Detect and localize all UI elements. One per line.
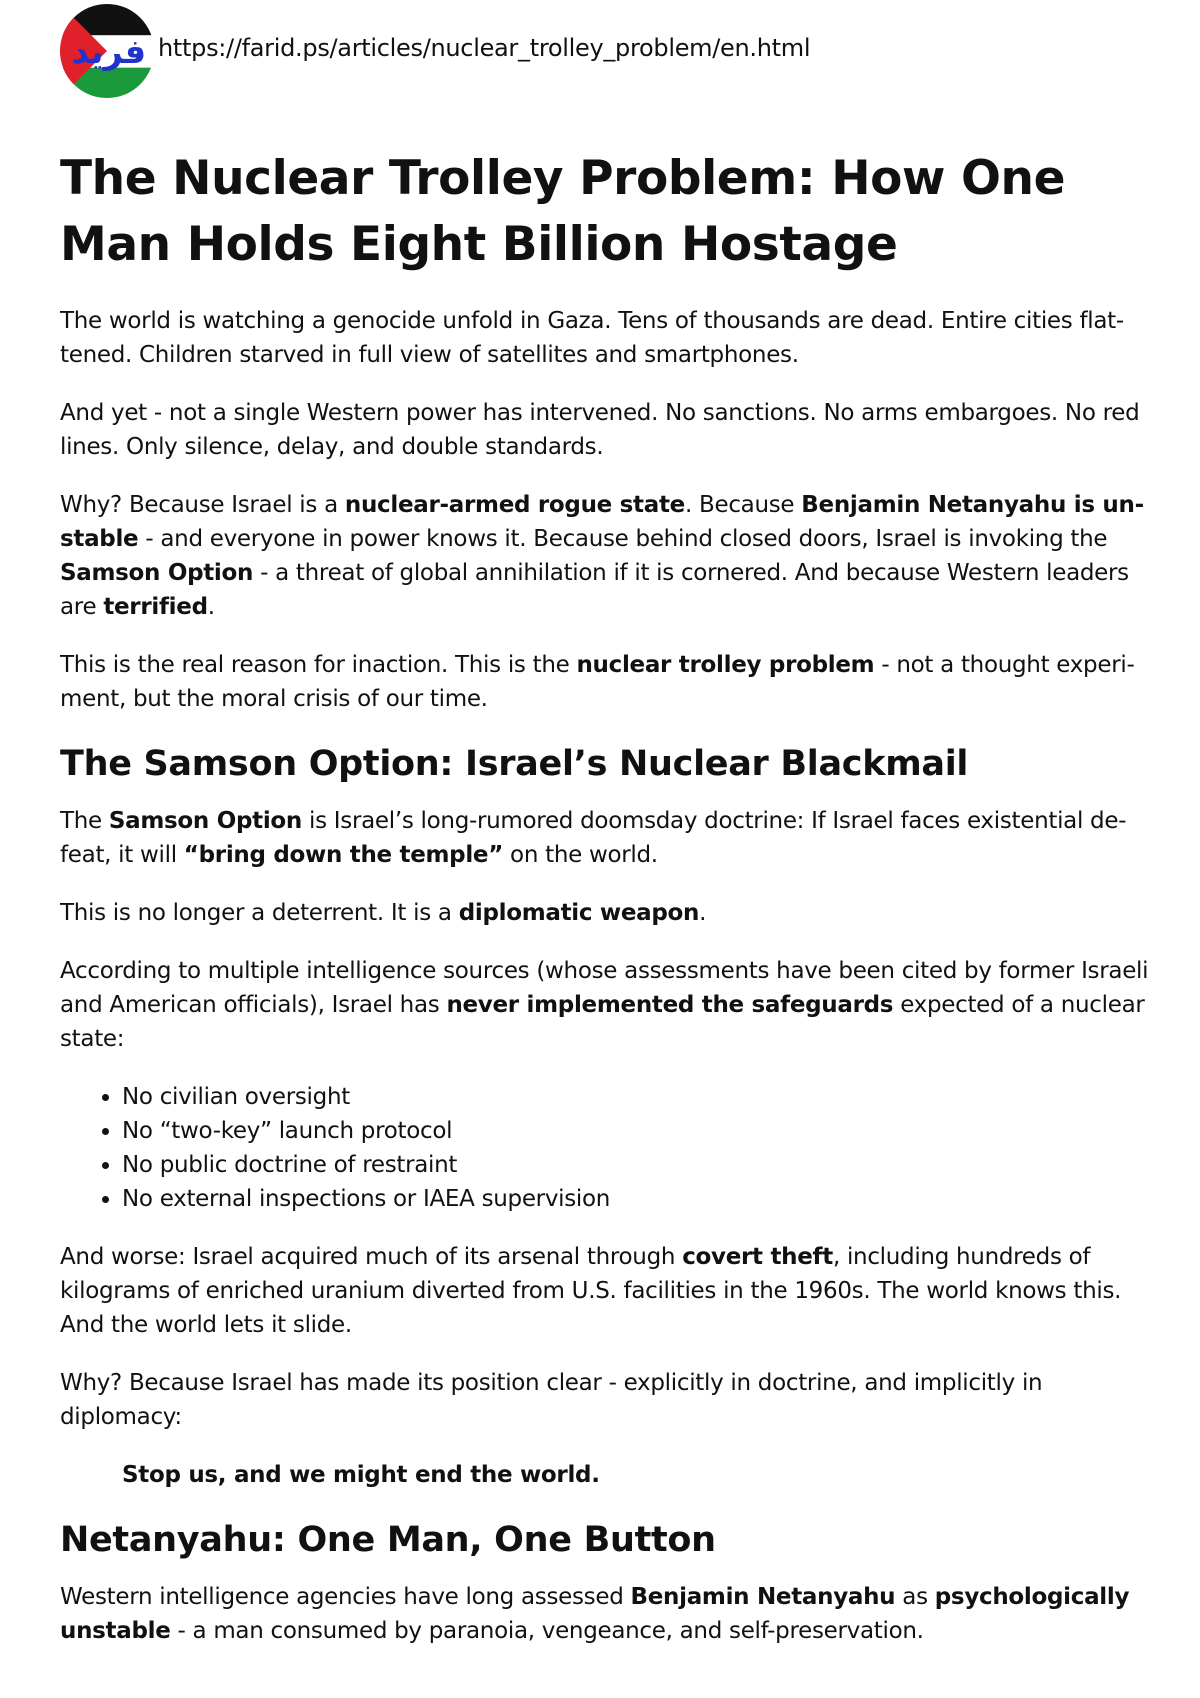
text-span: . Because bbox=[684, 492, 802, 518]
text-span: on the world. bbox=[503, 842, 658, 868]
text-span: This is the real reason for inaction. This is the bbox=[60, 652, 577, 678]
bold-span: psychologically unstable bbox=[60, 1584, 1130, 1644]
bold-span: Samson Option bbox=[108, 808, 302, 834]
text-span: . bbox=[207, 594, 215, 620]
list-item: • No external inspections or IAEA supervision bbox=[122, 1182, 1150, 1216]
text-span: as bbox=[895, 1584, 935, 1610]
text-span: This is no longer a deterrent. It is a bbox=[60, 900, 459, 926]
section1-paragraph-5: Why? Because Israel has made its position clear - explicitly in doctrine, and implicitly in diplomacy: bbox=[60, 1370, 1043, 1430]
bold-span: nuclear trolley problem bbox=[576, 652, 875, 678]
text-span: , including hundreds of kilograms of enriched uranium diverted from U.S. facilities in the 1960s. The world knows this. And the world lets it slide. bbox=[60, 1244, 1122, 1338]
bold-span: terrified bbox=[103, 594, 208, 620]
safeguards-list bbox=[60, 1080, 1150, 1216]
intro-paragraph-2: And yet - not a single Western power has intervened. No sanctions. No arms embargoes. No red lines. Only silence, delay, and double standards. bbox=[60, 400, 1140, 460]
text-span: Western intelligence agencies have long assessed bbox=[60, 1584, 631, 1610]
bold-span: covert theft bbox=[682, 1244, 833, 1270]
text-span: expected of a nuclear state: bbox=[60, 992, 1145, 1052]
text-span: According to multiple intelligence sources (whose assessments have been cited by former Israeli and American officials), Israel has bbox=[60, 958, 1149, 1018]
section2-paragraph-1 bbox=[60, 1580, 1150, 1648]
page-url[interactable]: https://farid.ps/articles/nuclear_trolley_problem/en.html bbox=[158, 34, 811, 62]
block-quote: Stop us, and we might end the world. bbox=[122, 1462, 600, 1488]
text-span: . bbox=[699, 900, 707, 926]
bold-span: Benjamin Netanyahu is unstable bbox=[60, 492, 1145, 552]
section-heading-samson-option: The Samson Option: Israel’s Nuclear Blackmail bbox=[60, 744, 969, 784]
text-span: And worse: Israel acquired much of its arsenal through bbox=[60, 1244, 683, 1270]
list-item: • No public doctrine of restraint bbox=[122, 1148, 1150, 1182]
article-title: The Nuclear Trolley Problem: How One Man Holds Eight Billion Hostage bbox=[60, 151, 1066, 272]
bold-span: nuclear-armed rogue state bbox=[344, 492, 685, 518]
bold-span: “bring down the temple” bbox=[183, 842, 504, 868]
list-item: • No “two-key” launch protocol bbox=[122, 1114, 1150, 1148]
section1-paragraph-3 bbox=[60, 954, 1150, 1056]
text-span: - a threat of global annihilation if it is cornered. And because Western leaders are bbox=[60, 560, 1129, 620]
section1-paragraph-4 bbox=[60, 1240, 1150, 1342]
article bbox=[60, 146, 1150, 1672]
bold-span: diplomatic weapon bbox=[458, 900, 700, 926]
text-span: - and everyone in power knows it. Because behind closed doors, Israel is invoking the bbox=[138, 526, 1108, 552]
site-logo[interactable] bbox=[58, 2, 156, 100]
section1-paragraph-2 bbox=[60, 896, 1150, 930]
section1-paragraph-1 bbox=[60, 804, 1150, 872]
text-span: - a man consumed by paranoia, vengeance, and self-preservation. bbox=[170, 1618, 924, 1644]
bold-span: Samson Option bbox=[60, 560, 254, 586]
intro-paragraph-3 bbox=[60, 488, 1150, 624]
intro-paragraph-1: The world is watching a genocide unfold in Gaza. Tens of thousands are dead. Entire cities flattened. Children starved in full view of satellites and smartphones. bbox=[60, 308, 1125, 368]
text-span: is Israel’s long-rumored doomsday doctrine: If Israel faces existential defeat, it will bbox=[60, 808, 1127, 868]
logo-text: فريد bbox=[71, 31, 147, 71]
text-span: - not a thought experiment, but the moral crisis of our time. bbox=[60, 652, 1135, 712]
intro-paragraph-4 bbox=[60, 648, 1150, 716]
text-span: The bbox=[60, 808, 109, 834]
text-span: Why? Because Israel is a bbox=[60, 492, 345, 518]
bold-span: Benjamin Netanyahu bbox=[630, 1584, 896, 1610]
section-heading-netanyahu: Netanyahu: One Man, One Button bbox=[60, 1520, 716, 1560]
bold-span: never implemented the safeguards bbox=[446, 992, 894, 1018]
list-item: • No civilian oversight bbox=[122, 1080, 1150, 1114]
